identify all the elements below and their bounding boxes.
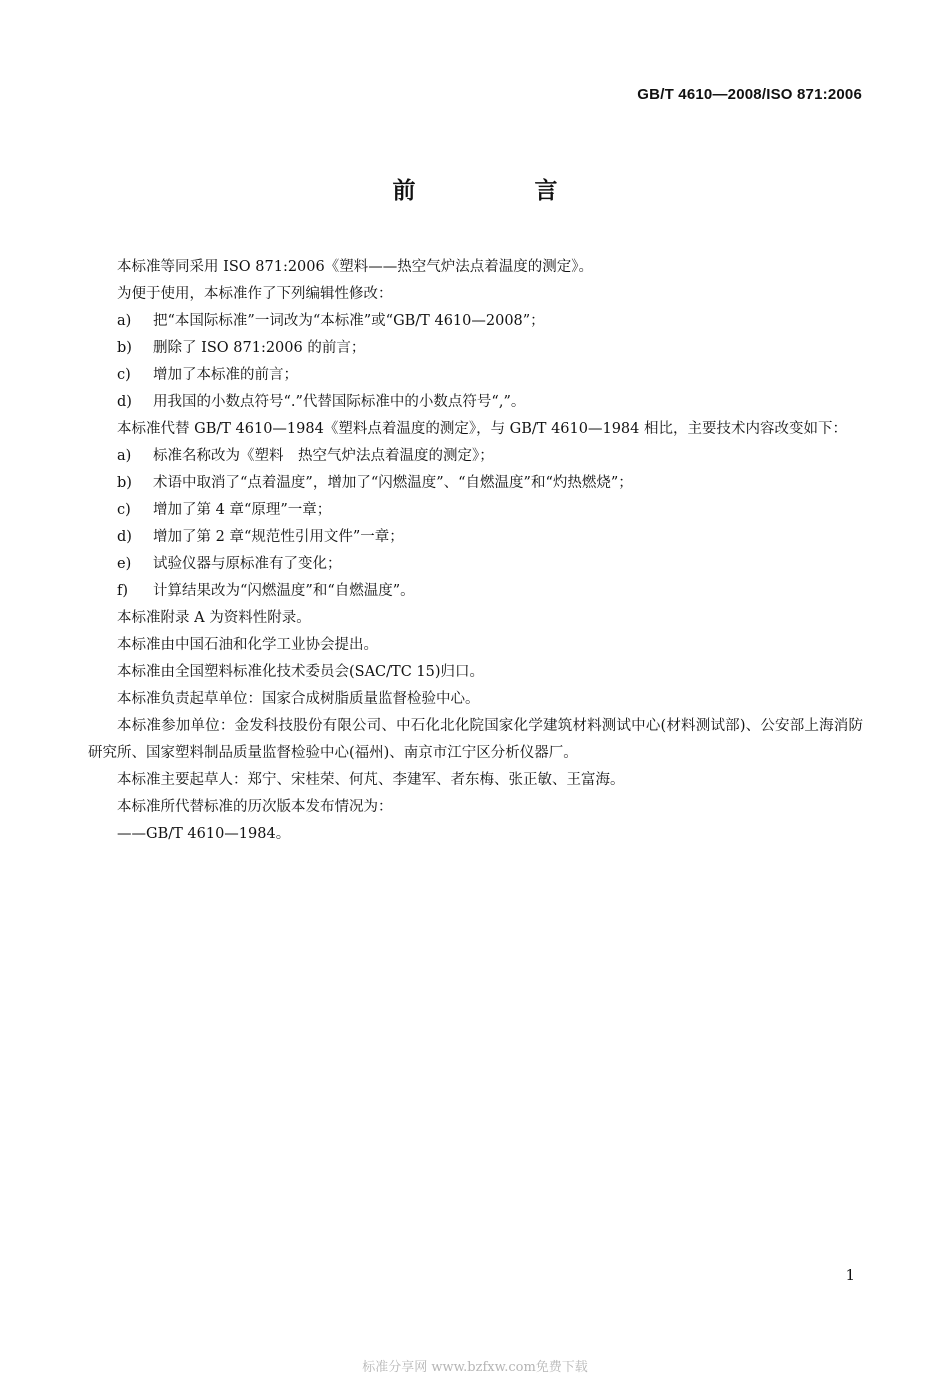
change-item [88,470,863,497]
page-title: 前 言 [392,178,606,204]
committee-statement: 本标准由全国塑料标准化技术委员会(SAC/TC 15)归口。 [117,664,485,680]
edit-item-label: c) [117,367,131,383]
edit-item-text: 增加了本标准的前言； [153,367,298,383]
change-item [88,551,863,578]
change-item-label: f) [117,583,129,599]
standard-code: GB/T 4610—2008/ISO 871:2006 [637,86,862,103]
change-item [88,524,863,551]
edit-item [88,362,863,389]
page-number: 1 [845,1266,855,1284]
drafters-statement: 本标准主要起草人：郑宁、宋桂荣、何芃、李建军、者东梅、张正敏、王富海。 [117,772,625,788]
edit-item-text: 删除了 ISO 871:2006 的前言； [153,340,366,356]
participating-units-statement: 本标准参加单位：金发科技股份有限公司、中石化北化院国家化学建筑材料测试中心(材料测试部)、公安部上海消防研究所、国家塑料制品质量监督检验中心(福州)、南京市江宁区分析仪器厂。 [88,718,863,761]
change-item-label: c) [117,502,131,518]
edit-item [88,389,863,416]
drafting-unit-statement: 本标准负责起草单位：国家合成树脂质量监督检验中心。 [117,691,480,707]
watermark: 标准分享网 www.bzfxw.com免费下载 [362,1360,588,1375]
proposer-statement: 本标准由中国石油和化学工业协会提出。 [117,637,378,653]
change-item-text: 增加了第 4 章“原理”一章； [153,502,332,518]
edits-intro: 为便于使用，本标准作了下列编辑性修改： [117,286,393,302]
edit-item-label: b) [117,340,132,356]
change-item-text: 试验仪器与原标准有了变化； [153,556,342,572]
change-item-label: e) [117,556,132,572]
replacement-statement: 本标准代替 GB/T 4610—1984《塑料点着温度的测定》，与 GB/T 4610—1984 相比，主要技术内容改变如下： [117,421,847,437]
adoption-statement: 本标准等同采用 ISO 871:2006《塑料——热空气炉法点着温度的测定》。 [117,259,593,275]
change-item [88,578,863,605]
change-item-text: 计算结果改为“闪燃温度”和“自燃温度”。 [153,583,415,599]
edit-item-label: d) [117,394,132,410]
edit-item-text: 把“本国际标准”一词改为“本标准”或“GB/T 4610—2008”； [153,313,545,329]
edit-item-label: a) [117,313,132,329]
history-item: ——GB/T 4610—1984。 [117,826,291,842]
edit-item [88,308,863,335]
change-item-label: b) [117,475,132,491]
foreword-body [88,254,863,848]
history-intro: 本标准所代替标准的历次版本发布情况为： [117,799,393,815]
change-item-label: d) [117,529,132,545]
change-item-label: a) [117,448,132,464]
change-item-text: 标准名称改为《塑料 热空气炉法点着温度的测定》； [153,448,494,464]
change-item-text: 术语中取消了“点着温度”，增加了“闪燃温度”、“自燃温度”和“灼热燃烧”； [153,475,633,491]
change-item [88,497,863,524]
edit-item [88,335,863,362]
edit-item-text: 用我国的小数点符号“.”代替国际标准中的小数点符号“,”。 [153,394,526,410]
change-item-text: 增加了第 2 章“规范性引用文件”一章； [153,529,404,545]
change-item [88,443,863,470]
annex-statement: 本标准附录 A 为资料性附录。 [117,610,311,626]
